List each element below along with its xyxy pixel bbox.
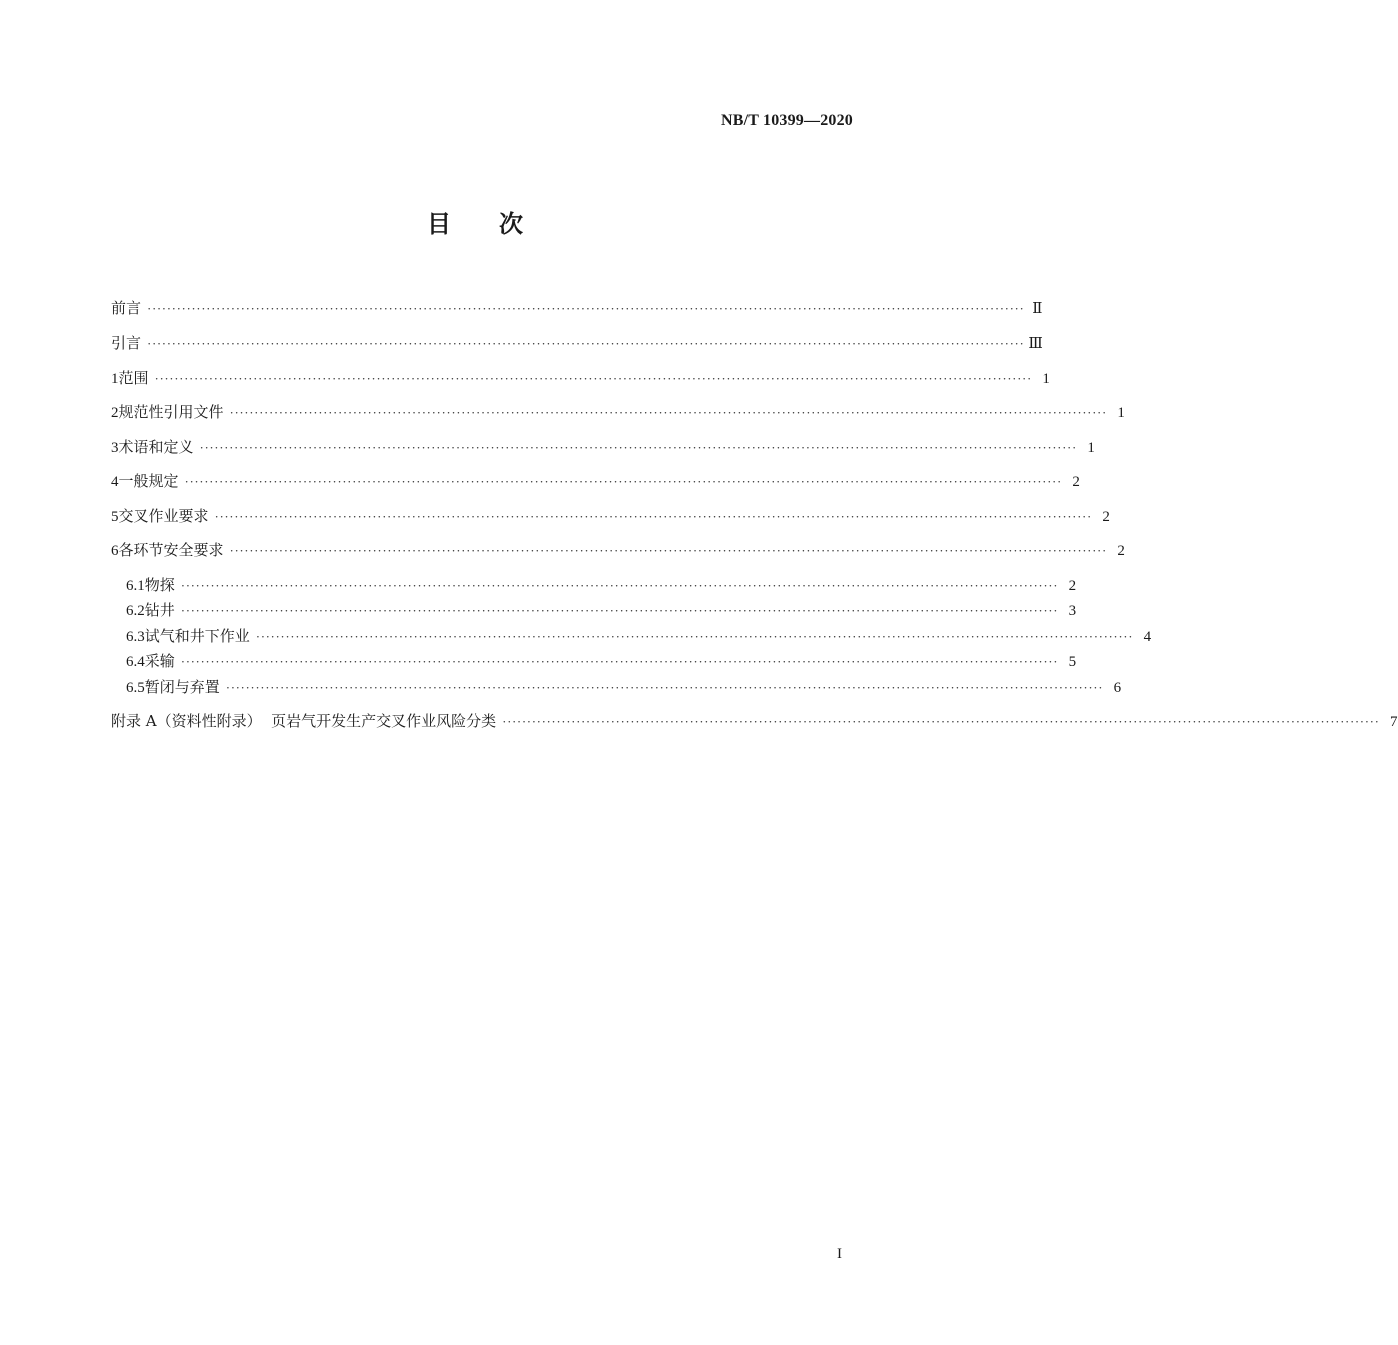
- title-char-1: 目: [427, 210, 451, 238]
- toc-entry-number: 1: [111, 371, 119, 387]
- dot-leader: ··················································································································································································: [229, 405, 1107, 420]
- toc-entry-page: 2: [1072, 474, 1080, 490]
- toc-entry-page: 2: [1117, 543, 1125, 559]
- toc-entry-label: 术语和定义: [118, 438, 194, 456]
- toc-entry-6-1[interactable]: [126, 575, 1077, 595]
- title-char-2: 次: [499, 210, 523, 238]
- toc-entry-introduction[interactable]: [111, 333, 1043, 353]
- toc-entry-number: 4: [111, 474, 119, 490]
- toc-entry-6-3[interactable]: [126, 626, 1152, 646]
- dot-leader: ··················································································································································································: [147, 301, 1025, 316]
- toc-entry-label: 暂闭与弃置: [144, 678, 220, 696]
- toc-entry-number: 3: [111, 440, 119, 456]
- page-number: I: [837, 1246, 842, 1262]
- toc-entry-number: 2: [111, 405, 119, 421]
- dot-leader: ··················································································································································································: [502, 714, 1380, 729]
- dot-leader: ··················································································································································································: [225, 680, 1104, 695]
- dot-leader: ··················································································································································································: [147, 336, 1025, 351]
- dot-leader: ··················································································································································································: [214, 509, 1092, 524]
- toc-entry-label: 附录 A（资料性附录） 页岩气开发生产交叉作业风险分类: [111, 712, 497, 730]
- toc-entry-number: 6.3: [126, 629, 145, 645]
- toc-entry-4[interactable]: [111, 471, 1080, 491]
- toc-entry-page: 1: [1042, 371, 1050, 387]
- page-title: [0, 204, 950, 239]
- toc-entry-label: 采输: [144, 652, 175, 670]
- dot-leader: ··················································································································································································: [180, 654, 1059, 669]
- dot-leader: ··················································································································································································: [154, 371, 1032, 386]
- toc-entry-page: 7: [1390, 714, 1398, 730]
- dot-leader: ··················································································································································································: [255, 629, 1134, 644]
- dot-leader: ··················································································································································································: [229, 543, 1107, 558]
- toc-entry-6-5[interactable]: [126, 677, 1122, 697]
- toc-entry-number: 6.1: [126, 578, 145, 594]
- toc-entry-label: 物探: [144, 576, 175, 594]
- toc-entry-label: 交叉作业要求: [118, 507, 209, 525]
- toc-entry-6-2[interactable]: [126, 600, 1077, 620]
- toc-entry-page: 5: [1068, 654, 1077, 670]
- dot-leader: ··················································································································································································: [180, 578, 1059, 593]
- toc-entry-label: 一般规定: [118, 472, 179, 490]
- toc-entry-label: 各环节安全要求: [118, 541, 224, 559]
- toc-entry-1[interactable]: [111, 368, 1050, 388]
- toc-entry-number: 6.4: [126, 654, 145, 670]
- toc-entry-page: 2: [1102, 509, 1110, 525]
- toc-entry-number: 6.2: [126, 603, 145, 619]
- toc-entry-6-4[interactable]: [126, 651, 1077, 671]
- toc-entry-number: 6.5: [126, 680, 145, 696]
- toc-entry-5[interactable]: [111, 506, 1110, 526]
- toc-entry-label: 钻井: [144, 601, 175, 619]
- toc-entry-page: 6: [1113, 680, 1122, 696]
- toc-entry-number: 5: [111, 509, 119, 525]
- toc-entry-page: 1: [1087, 440, 1095, 456]
- toc-entry-page: 2: [1068, 578, 1077, 594]
- toc-entry-appendix-a[interactable]: [111, 711, 1398, 731]
- dot-leader: ··················································································································································································: [199, 440, 1077, 455]
- toc-entry-page: 1: [1117, 405, 1125, 421]
- toc-entry-label: 前言: [111, 299, 142, 317]
- toc-entry-number: 6: [111, 543, 119, 559]
- toc-entry-page: 4: [1143, 629, 1152, 645]
- toc-entry-3[interactable]: [111, 437, 1095, 457]
- toc-entry-2[interactable]: [111, 402, 1125, 422]
- toc-entry-page: Ⅲ: [1028, 336, 1043, 352]
- toc-entry-foreword[interactable]: [111, 298, 1043, 318]
- dot-leader: ··················································································································································································: [184, 474, 1062, 489]
- toc-entry-page: 3: [1068, 603, 1077, 619]
- standard-code: NB/T 10399—2020: [720, 112, 853, 129]
- toc-entry-label: 规范性引用文件: [118, 403, 224, 421]
- toc-entry-6[interactable]: [111, 540, 1125, 560]
- toc-entry-label: 引言: [111, 334, 142, 352]
- dot-leader: ··················································································································································································: [180, 603, 1059, 618]
- toc-entry-label: 试气和井下作业: [144, 627, 250, 645]
- toc-entry-page: Ⅱ: [1032, 301, 1043, 317]
- toc-entry-label: 范围: [118, 369, 149, 387]
